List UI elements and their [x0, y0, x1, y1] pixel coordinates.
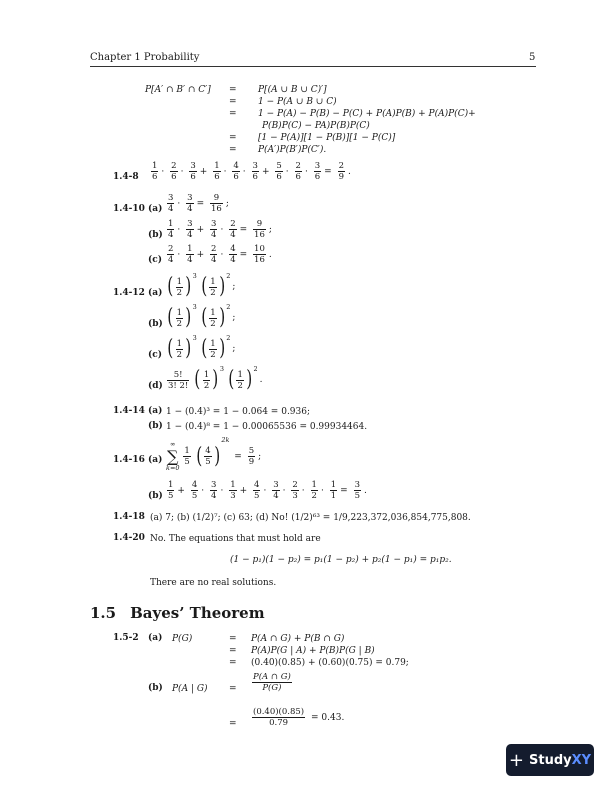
section-number: 1.5	[90, 604, 117, 622]
problem-label: 1.5-2	[113, 633, 139, 643]
eq-sign: =	[229, 658, 237, 668]
part-label: (c)	[148, 350, 162, 360]
part-label: (b)	[148, 683, 163, 693]
eq-sign: =	[229, 133, 237, 143]
identity-line-2: 1 − P(A ∪ B ∪ C)	[258, 97, 337, 107]
identity-lhs: P[A′ ∩ B′ ∩ C′]	[145, 85, 211, 95]
header-rule	[90, 66, 536, 67]
eq-sign: =	[229, 684, 237, 694]
problem-label: 1.4-20	[113, 533, 145, 543]
part-label: (b)	[148, 319, 163, 329]
part-label: (c)	[148, 255, 162, 265]
part-label: (a)	[148, 406, 163, 416]
part-label: (d)	[148, 381, 163, 391]
problem-label: 1.4-12	[113, 288, 145, 298]
page-number: 5	[529, 52, 536, 63]
section-title: Bayes’ Theorem	[130, 604, 265, 622]
part-label: (b)	[148, 491, 163, 501]
answer-1-4-20-conclusion: There are no real solutions.	[150, 578, 277, 588]
plus-icon: +	[508, 749, 525, 771]
section-heading	[90, 604, 265, 622]
identity-line-6: P(A′)P(B′)P(C′).	[258, 145, 327, 155]
part-label: (a)	[148, 288, 163, 298]
bayes-b-fraction-2: $\frac{(0.40)(0.85)}{0.79}$ = 0.43.	[253, 707, 345, 728]
bayes-a-line-2: P(A)P(G | A) + P(B)P(G | B)	[251, 646, 375, 656]
identity-line-4: P(B)P(C) − PA)P(B)P(C)	[262, 121, 370, 131]
bayes-a-line-1: P(A ∩ G) + P(B ∩ G)	[251, 634, 345, 644]
equation-1-4-12c: ( $\frac{1}{2}$ )3 ( $\frac{1}{2}$ )2;	[167, 334, 236, 361]
eq-sign: =	[229, 646, 237, 656]
eq-sign: =	[229, 145, 237, 155]
identity-line-5: [1 − P(A)][1 − P(B)][1 − P(C)]	[258, 133, 396, 143]
problem-label: 1.4-18	[113, 512, 145, 522]
eq-sign: =	[229, 97, 237, 107]
eq-sign: =	[229, 634, 237, 644]
equation-1-4-16b: $\frac{1}{5}$ + $\frac{4}{5}$ · $\frac{3}{4}$ · $\frac{1}{3}$ + $\frac{4}{5}$ · $\frac{3}{4}$ · $\frac{2}{3}$ · $\frac{1}{2}$ · $\frac{1}{1}$ = $\frac{3}{5}$ .	[168, 480, 367, 501]
identity-line-3: 1 − P(A) − P(B) − P(C) + P(A)P(B) + P(A)P(C)+	[258, 109, 476, 119]
equation-1-4-12a: ( $\frac{1}{2}$ )3 ( $\frac{1}{2}$ )2;	[167, 272, 236, 299]
answer-1-4-20-equation: (1 − p₁)(1 − p₂) = p₁(1 − p₂) + p₂(1 − p₁) = p₁p₂.	[230, 555, 452, 565]
part-label: (a)	[148, 633, 163, 643]
answer-1-4-14b: 1 − (0.4)⁸ = 1 − 0.00065536 = 0.99934464.	[166, 422, 368, 432]
equation-1-4-10b: $\frac{1}{4}$ · $\frac{3}{4}$ + $\frac{3}{4}$ · $\frac{2}{4}$ = $\frac{9}{16}$ ;	[168, 219, 272, 240]
equation-1-4-16a: ∞ ∑ k=0 $\frac{1}{5}$ ( $\frac{4}{5}$ )2k = $\frac{5}{9}$ ;	[166, 436, 262, 472]
answer-1-4-14a: 1 − (0.4)³ = 1 − 0.064 = 0.936;	[166, 407, 311, 417]
equation-1-4-8: $\frac{1}{6}$ · $\frac{2}{6}$ · $\frac{3}{6}$ + $\frac{1}{6}$ · $\frac{4}{6}$ · $\frac{3}{6}$ + $\frac{5}{6}$ · $\frac{2}{6}$ · $\frac{3}{6}$ = $\frac{2}{9}$ .	[152, 161, 351, 182]
answer-1-4-20-text: No. The equations that must hold are	[150, 534, 321, 544]
problem-label: 1.4-16	[113, 455, 145, 465]
running-header-chapter: Chapter 1 Probability	[90, 52, 200, 63]
part-label: (a)	[148, 204, 163, 214]
part-label: (b)	[148, 230, 163, 240]
eq-sign: =	[229, 719, 237, 729]
equation-1-4-10a: $\frac{3}{4}$ · $\frac{3}{4}$ = $\frac{9}{16}$ ;	[168, 193, 229, 214]
bayes-b-fraction-1: $\frac{P(A \cap G)}{P(G)}$	[253, 672, 291, 693]
problem-label: 1.4-8	[113, 172, 139, 182]
part-label: (a)	[148, 455, 163, 465]
eq-sign: =	[229, 109, 237, 119]
equation-1-4-10c: $\frac{2}{4}$ · $\frac{1}{4}$ + $\frac{2}{4}$ · $\frac{4}{4}$ = $\frac{10}{16}$ .	[168, 244, 272, 265]
bayes-lhs-b: P(A | G)	[172, 684, 208, 694]
bayes-a-line-3: (0.40)(0.85) + (0.60)(0.75) = 0.79;	[251, 658, 409, 668]
equation-1-4-12b: ( $\frac{1}{2}$ )3 ( $\frac{1}{2}$ )2;	[167, 303, 236, 330]
eq-sign: =	[229, 85, 237, 95]
answer-1-4-18: (a) 7; (b) (1/2)⁷; (c) 63; (d) No! (1/2)⁶³ = 1/9,223,372,036,854,775,808.	[150, 513, 471, 523]
bayes-lhs-a: P(G)	[172, 634, 193, 644]
part-label: (b)	[148, 421, 163, 431]
problem-label: 1.4-10	[113, 204, 145, 214]
problem-label: 1.4-14	[113, 406, 145, 416]
studyxy-logo: + Study XY	[506, 744, 594, 776]
equation-1-4-12d: $\frac{5!}{3! 2!}$ ( $\frac{1}{2}$ )3 ( $\frac{1}{2}$ )2.	[168, 365, 263, 392]
identity-line-1: P[(A ∪ B ∪ C)′]	[258, 85, 327, 95]
